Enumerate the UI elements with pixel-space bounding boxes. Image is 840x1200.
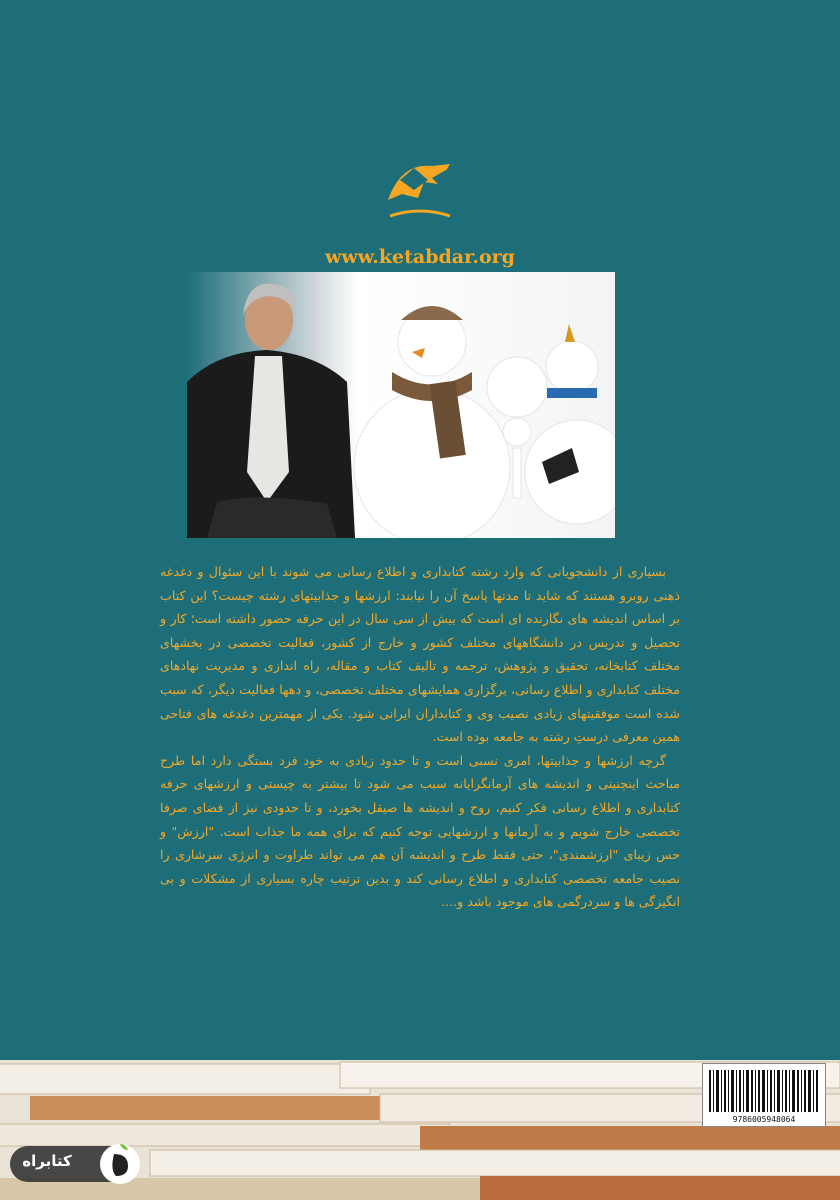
description-paragraph: بسیاری از دانشجویانی که وارد رشته کتابداری و اطلاع رسانی می شوند با این سئوال و دغدغه ذهنی روبرو هستند که شاید تا مدتها پاسخ آن را نیابند: ارزشها و جذابیتهای رشته چیست؟ این کتاب بر اساس اندیشه های نگارنده ای است که بیش از سی سال در این حرفه حضور داشته است؛ کار و تحصیل و تدریس در دانشگاههای مختلف کشور و خارج از کشور، فعالیت تخصصی در بخشهای مختلف کتابخانه، تحقیق و پژوهش، ترجمه و تالیف کتاب و مقاله، راه اندازی و مدیریت نهادهای مختلف کتابداری و اطلاع رسانی، برگزاری همایشهای مختلف تخصصی، و دهها فعالیت دیگر، که سبب شده است موفقیتهای زیادی نصیب وی و کتابداران ایرانی شود. یکی از مهمترین دغدغه های فتاحی همین معرفی درستِ رشته به جامعه بوده است. — [160, 564, 680, 745]
isbn-number: 9786005948064 — [732, 1115, 796, 1124]
author-photo — [187, 272, 615, 538]
publisher-logo-icon — [380, 158, 460, 228]
isbn-barcode — [702, 1063, 826, 1127]
publisher-url[interactable]: www.ketabdar.org — [325, 246, 515, 268]
ketabrah-brand-name: کتابراه — [22, 1152, 72, 1170]
description-paragraph: گرچه ارزشها و جذابیتها، امری نسبی است و تا حدود زیادی به خود فرد بستگی دارد اما طرح مباحث اینچنینی و اندیشه های آرمانگرایانه سبب می شود تا بیشتر به چیستی و ارزشهای حرفه کتابداری و اطلاع رسانی فکر کنیم، روح و اندیشه ها صیقل بخورد، و تا حدودی نیز از فضای صرفا تخصصی خارج شویم و به آرمانها و ارزشهایی توجه کنیم که برای همه ما جذاب است. "ارزش" و حس زیبای "ارزشمندی"، حتی فقط طرح و اندیشه آن هم می تواند طراوت و انرژی سرشاری را نصیب جامعه تخصصی کتابداری و اطلاع رسانی کند و بدین ترتیب چاره بسیاری از مشکلات و بی انگیزگی ها و سردرگمی های موجود باشد و.... — [160, 752, 680, 910]
book-description — [160, 560, 680, 914]
